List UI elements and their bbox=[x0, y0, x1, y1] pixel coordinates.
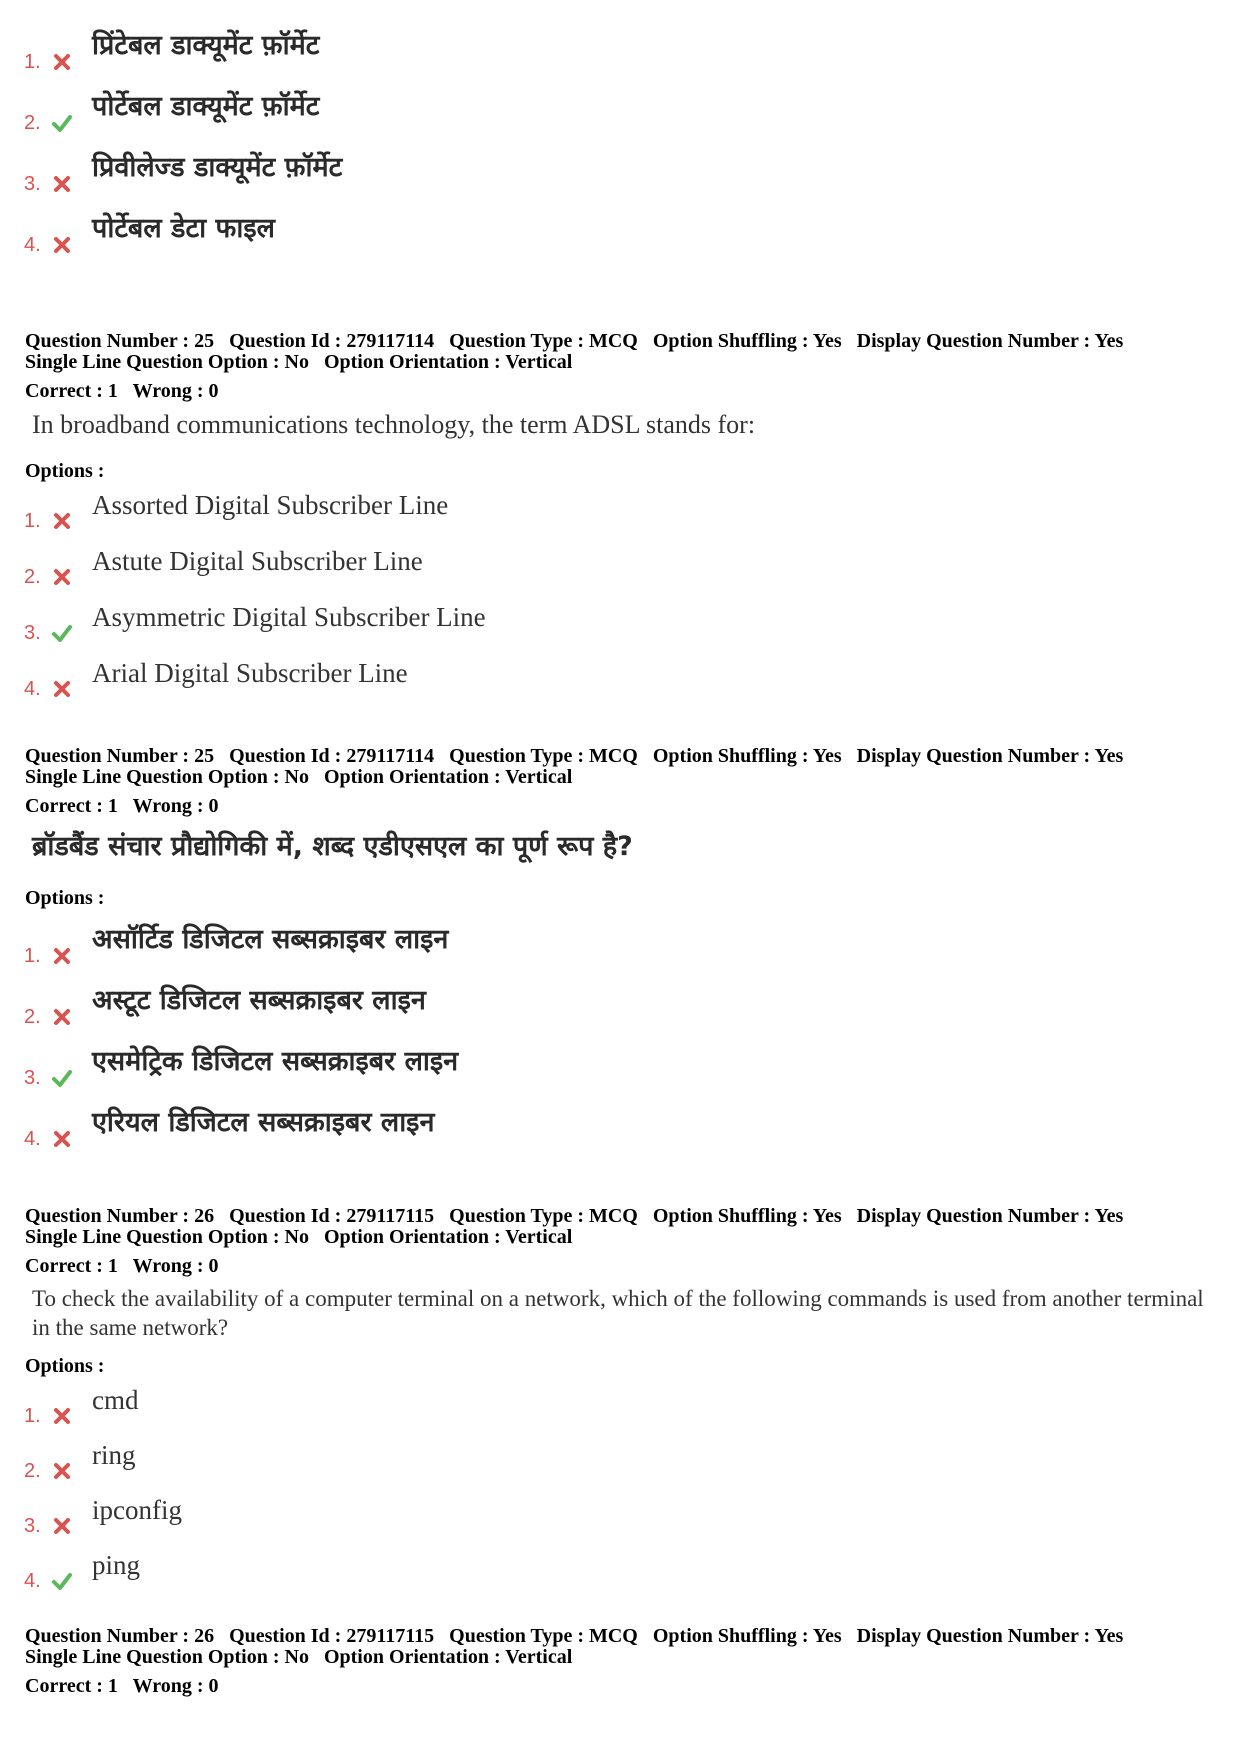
question-meta-line-2: Single Line Question Option : No Option Orientation : Vertical bbox=[25, 351, 573, 373]
option-text: प्रिंटेबल डाक्यूमेंट फ़ॉर्मेट bbox=[92, 30, 320, 61]
option-number: 1. bbox=[24, 510, 41, 532]
option-item bbox=[24, 30, 1124, 74]
cross-icon bbox=[52, 946, 72, 966]
option-number: 4. bbox=[24, 234, 41, 256]
option-item bbox=[24, 1549, 1124, 1593]
option-number: 2. bbox=[24, 112, 41, 134]
option-number: 3. bbox=[24, 1515, 41, 1537]
option-text: ipconfig bbox=[92, 1495, 182, 1525]
question-meta-line-1: Question Number : 26 Question Id : 279117115 Question Type : MCQ Option Shuffling : Yes Display Question Number : Yes bbox=[25, 1205, 1124, 1227]
cross-icon bbox=[52, 1461, 72, 1481]
option-text: असॉर्टिड डिजिटल सब्सक्राइबर लाइन bbox=[92, 924, 449, 955]
marks-line: Correct : 1 Wrong : 0 bbox=[25, 795, 219, 817]
option-item bbox=[24, 985, 1124, 1029]
option-number: 2. bbox=[24, 1006, 41, 1028]
option-item bbox=[24, 1046, 1124, 1090]
marks-line: Correct : 1 Wrong : 0 bbox=[25, 380, 219, 402]
check-icon bbox=[52, 1571, 72, 1591]
option-text: अस्टूट डिजिटल सब्सक्राइबर लाइन bbox=[92, 985, 426, 1016]
option-item bbox=[24, 91, 1124, 135]
option-item bbox=[24, 1107, 1124, 1151]
option-number: 4. bbox=[24, 1128, 41, 1150]
options-label: Options : bbox=[25, 1355, 105, 1377]
cross-icon bbox=[52, 1406, 72, 1426]
option-item bbox=[24, 924, 1124, 968]
options-label: Options : bbox=[25, 887, 105, 909]
cross-icon bbox=[52, 679, 72, 699]
option-number: 3. bbox=[24, 173, 41, 195]
option-item bbox=[24, 545, 1124, 589]
option-text: cmd bbox=[92, 1385, 139, 1415]
option-text: पोर्टेबल डाक्यूमेंट फ़ॉर्मेट bbox=[92, 91, 320, 122]
cross-icon bbox=[52, 235, 72, 255]
option-item bbox=[24, 489, 1124, 533]
check-icon bbox=[52, 1068, 72, 1088]
question-text: In broadband communications technology, the term ADSL stands for: bbox=[32, 410, 756, 439]
question-meta-line-1: Question Number : 25 Question Id : 279117114 Question Type : MCQ Option Shuffling : Yes Display Question Number : Yes bbox=[25, 330, 1124, 352]
option-number: 3. bbox=[24, 1067, 41, 1089]
cross-icon bbox=[52, 1007, 72, 1027]
option-text: Arial Digital Subscriber Line bbox=[92, 658, 408, 688]
cross-icon bbox=[52, 511, 72, 531]
question-meta-line-2: Single Line Question Option : No Option Orientation : Vertical bbox=[25, 1646, 573, 1668]
option-number: 2. bbox=[24, 1460, 41, 1482]
option-item bbox=[24, 1494, 1124, 1538]
cross-icon bbox=[52, 52, 72, 72]
option-number: 3. bbox=[24, 622, 41, 644]
option-number: 4. bbox=[24, 1570, 41, 1592]
option-number: 1. bbox=[24, 1405, 41, 1427]
cross-icon bbox=[52, 1516, 72, 1536]
option-number: 1. bbox=[24, 51, 41, 73]
question-meta-line-1: Question Number : 25 Question Id : 279117114 Question Type : MCQ Option Shuffling : Yes Display Question Number : Yes bbox=[25, 745, 1124, 767]
cross-icon bbox=[52, 567, 72, 587]
question-meta-line-2: Single Line Question Option : No Option Orientation : Vertical bbox=[25, 1226, 573, 1248]
option-text: एरियल डिजिटल सब्सक्राइबर लाइन bbox=[92, 1107, 435, 1138]
option-item bbox=[24, 1384, 1124, 1428]
question-meta-line-1: Question Number : 26 Question Id : 279117115 Question Type : MCQ Option Shuffling : Yes Display Question Number : Yes bbox=[25, 1625, 1124, 1647]
option-item bbox=[24, 1439, 1124, 1483]
cross-icon bbox=[52, 174, 72, 194]
option-text: एसमेट्रिक डिजिटल सब्सक्राइबर लाइन bbox=[92, 1046, 459, 1077]
check-icon bbox=[52, 113, 72, 133]
question-text: To check the availability of a computer terminal on a network, which of the following commands is used from another terminal in the same network? bbox=[32, 1286, 1204, 1340]
question-text: ब्रॉडबैंड संचार प्रौद्योगिकी में, शब्द एडीएसएल का पूर्ण रूप है? bbox=[32, 831, 633, 862]
option-number: 1. bbox=[24, 945, 41, 967]
option-item bbox=[24, 152, 1124, 196]
option-item bbox=[24, 657, 1124, 701]
options-label: Options : bbox=[25, 460, 105, 482]
option-number: 2. bbox=[24, 566, 41, 588]
option-text: ping bbox=[92, 1550, 141, 1580]
option-item bbox=[24, 213, 1124, 257]
cross-icon bbox=[52, 1129, 72, 1149]
question-meta-line-2: Single Line Question Option : No Option Orientation : Vertical bbox=[25, 766, 573, 788]
option-text: ring bbox=[92, 1440, 136, 1470]
option-text: Assorted Digital Subscriber Line bbox=[92, 490, 449, 520]
option-text: प्रिवीलेज्ड डाक्यूमेंट फ़ॉर्मेट bbox=[92, 152, 343, 183]
marks-line: Correct : 1 Wrong : 0 bbox=[25, 1675, 219, 1697]
option-text: Astute Digital Subscriber Line bbox=[92, 546, 423, 576]
option-item bbox=[24, 601, 1124, 645]
marks-line: Correct : 1 Wrong : 0 bbox=[25, 1255, 219, 1277]
option-text: पोर्टेबल डेटा फाइल bbox=[92, 213, 275, 244]
option-text: Asymmetric Digital Subscriber Line bbox=[92, 602, 486, 632]
check-icon bbox=[52, 623, 72, 643]
option-number: 4. bbox=[24, 678, 41, 700]
